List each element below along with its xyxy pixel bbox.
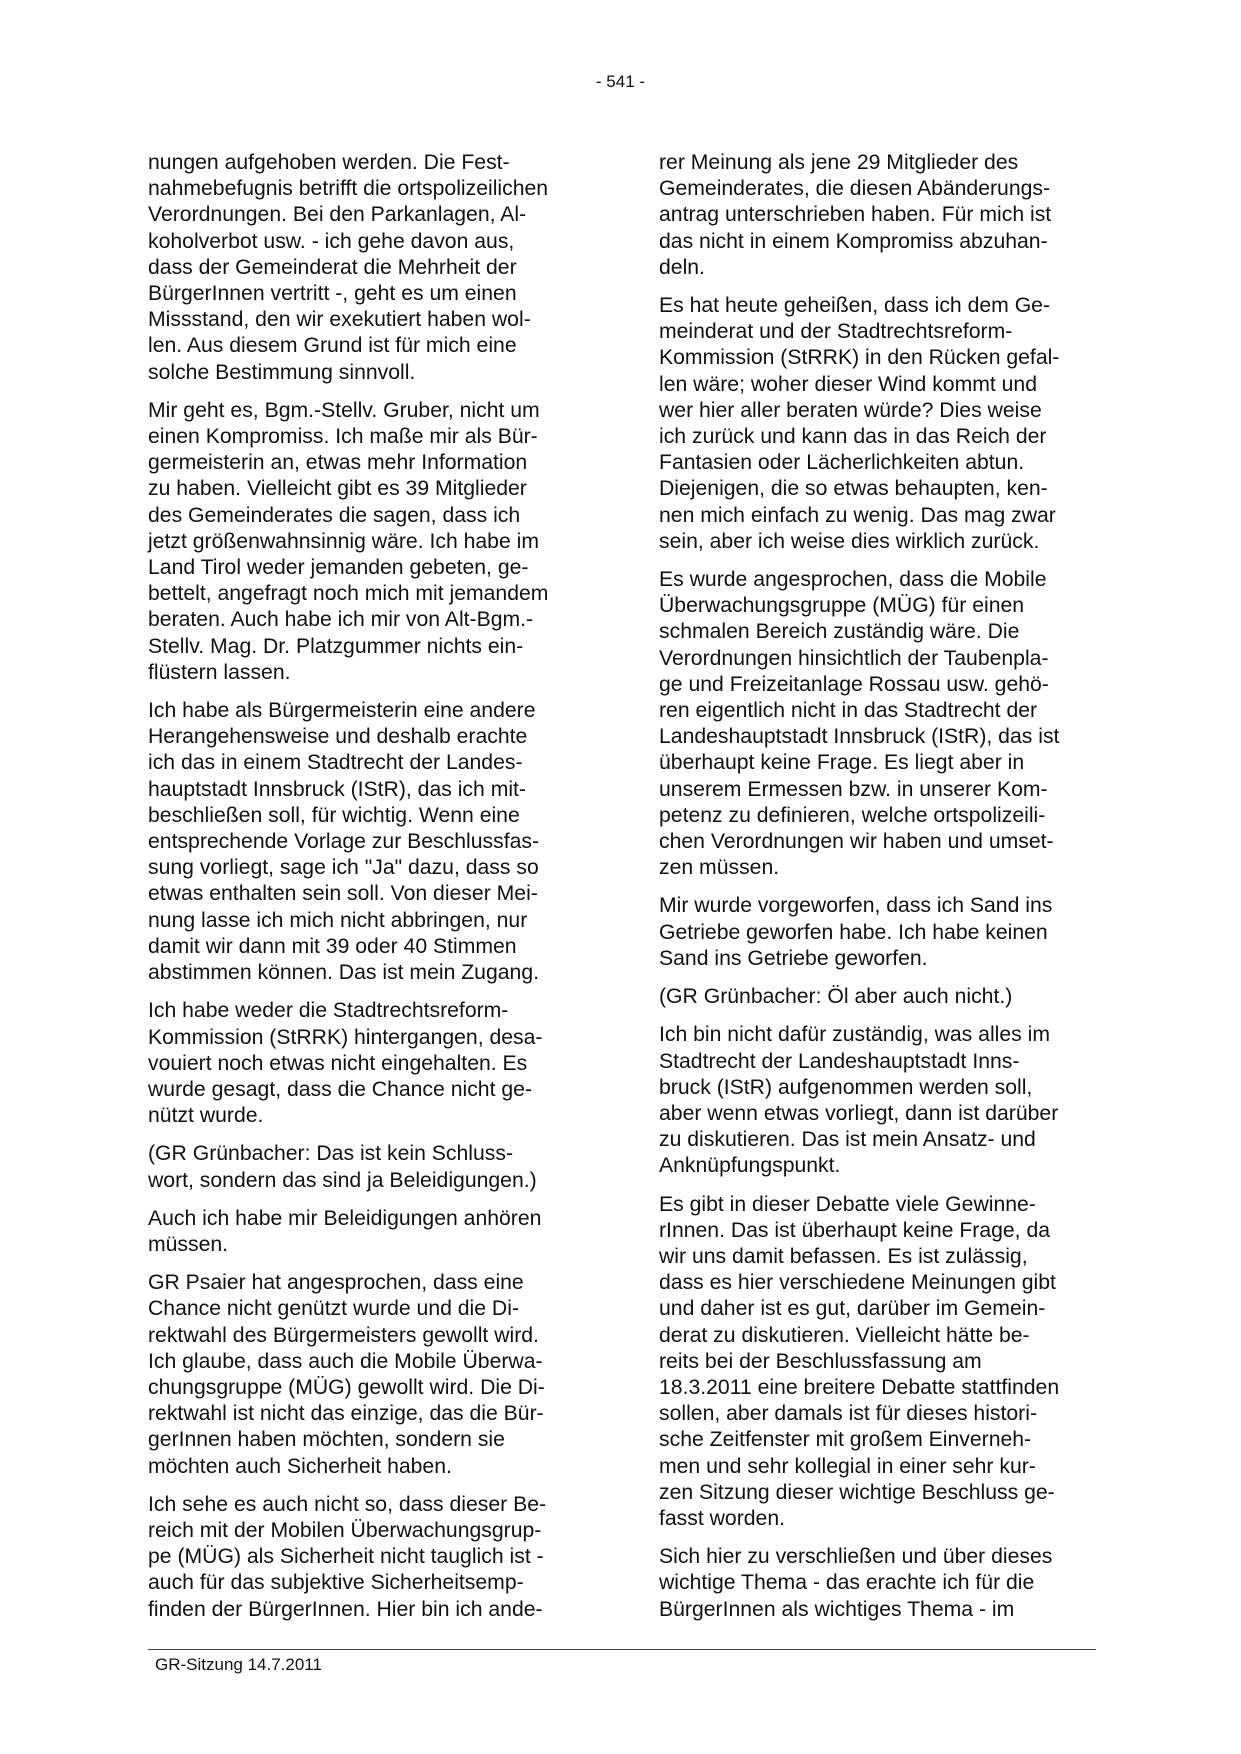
footer-divider [148, 1649, 1096, 1650]
paragraph: Ich bin nicht dafür zuständig, was alles im Stadtrecht der Landeshauptstadt Inns- bruck (IStR) aufgenommen werden soll, aber wenn etwas vorliegt, dann ist darüber zu diskutieren. Das ist mein Ansatz- und Anknüpfungspunkt. [659, 1023, 1059, 1178]
paragraph: Auch ich habe mir Beleidigungen anhören müssen. [148, 1206, 542, 1256]
paragraph: GR Psaier hat angesprochen, dass eine Chance nicht genützt wurde und die Di- rektwahl des Bürgermeisters gewollt wird. Ich glaube, dass auch die Mobile Überwa- chungsgruppe (MÜG) gewollt wird. Die Di- rektwahl ist nicht das einzige, das die Bür- gerInnen haben möchten, sondern sie möchten auch Sicherheit haben. [148, 1271, 545, 1478]
right-column [659, 150, 1091, 1635]
paragraph: Ich habe weder die Stadtrechtsreform- Kommission (StRRK) hintergangen, desa- vouiert noch etwas nicht eingehalten. Es wurde gesagt, dass die Chance nicht ge- nützt wurde. [148, 999, 543, 1128]
paragraph: Es gibt in dieser Debatte viele Gewinne- rInnen. Das ist überhaupt keine Frage, da wir uns damit befassen. Es ist zulässig, dass es hier verschiedene Meinungen gibt und daher ist es gut, darüber im Gemein- derat zu diskutieren. Vielleicht hätte be- reits bei der Beschlussfassung am 18.3.2011 eine breitere Debatte stattfinden sollen, aber damals ist für dieses histori- sche Zeitfenster mit großem Einverneh- men und sehr kollegial in einer sehr kur- zen Sitzung dieser wichtige Beschluss ge- fasst worden. [659, 1192, 1060, 1530]
paragraph: Sich hier zu verschließen und über dieses wichtige Thema - das erachte ich für die BürgerInnen als wichtiges Thema - im [659, 1545, 1053, 1621]
paragraph: Mir geht es, Bgm.-Stellv. Gruber, nicht um einen Kompromiss. Ich maße mir als Bür- germeisterin an, etwas mehr Information zu haben. Vielleicht gibt es 39 Mitglieder des Gemeinderates die sagen, dass ich jetzt größenwahnsinnig wäre. Ich habe im Land Tirol weder jemanden gebeten, ge- bettelt, angefragt noch mich mit jemandem beraten. Auch habe ich mir von Alt-Bgm.- Stellv. Mag. Dr. Platzgummer nichts ein- flüstern lassen. [148, 398, 549, 684]
left-column [148, 150, 580, 1635]
interjection: (GR Grünbacher: Das ist kein Schluss- wort, sondern das sind ja Beleidigungen.) [148, 1142, 537, 1192]
paragraph: nungen aufgehoben werden. Die Fest- nahmebefugnis betrifft die ortspolizeilichen Verordnungen. Bei den Parkanlagen, Al- koholverbot usw. - ich gehe davon aus, dass der Gemeinderat die Mehrheit der BürgerInnen vertritt -, geht es um einen Missstand, den wir exekutiert haben wol- len. Aus diesem Grund ist für mich eine solche Bestimmung sinnvoll. [148, 151, 549, 384]
paragraph: Es hat heute geheißen, dass ich dem Ge- meinderat und der Stadtrechtsreform- Kommission (StRRK) in den Rücken gefal- len wäre; woher dieser Wind kommt und wer hier aller beraten würde? Dies weise ich zurück und kann das in das Reich der Fantasien oder Lächerlichkeiten abtun. Diejenigen, die so etwas behaupten, ken- nen mich einfach zu wenig. Das mag zwar sein, aber ich weise dies wirklich zurück. [659, 294, 1060, 553]
page-number: - 541 - [595, 72, 646, 91]
paragraph: Es wurde angesprochen, dass die Mobile Überwachungsgruppe (MÜG) für einen schmalen Bereich zuständig wäre. Die Verordnungen hinsichtlich der Taubenpla- ge und Freizeitanlage Rossau usw. gehö- ren eigentlich nicht in das Stadtrecht der Landeshauptstadt Innsbruck (IStR), das ist überhaupt keine Frage. Es liegt aber in unserem Ermessen bzw. in unserer Kom- petenz zu definieren, welche ortspolizeili- chen Verordnungen wir haben und umset- zen müssen. [659, 568, 1060, 880]
paragraph: Mir wurde vorgeworfen, dass ich Sand ins Getriebe geworfen habe. Ich habe keinen Sand ins Getriebe geworfen. [659, 894, 1053, 970]
paragraph: Ich sehe es auch nicht so, dass dieser Be- reich mit der Mobilen Überwachungsgrup- pe (MÜG) als Sicherheit nicht tauglich ist - auch für das subjektive Sicherheitsemp- finden der BürgerInnen. Hier bin ich ande- [148, 1492, 547, 1621]
paragraph: Ich habe als Bürgermeisterin eine andere Herangehensweise und deshalb erachte ich das in einem Stadtrecht der Landes- hauptstadt Innsbruck (IStR), das ich mit- beschließen soll, für wichtig. Wenn eine entsprechende Vorlage zur Beschlussfas- sung vorliegt, sage ich "Ja" dazu, dass so etwas enthalten sein soll. Von dieser Mei- nung lasse ich mich nicht abbringen, nur damit wir dann mit 39 oder 40 Stimmen abstimmen können. Das ist mein Zugang. [148, 699, 540, 985]
interjection: (GR Grünbacher: Öl aber auch nicht.) [659, 985, 1013, 1009]
footer-session-date: GR-Sitzung 14.7.2011 [155, 1655, 322, 1674]
paragraph: rer Meinung als jene 29 Mitglieder des Gemeinderates, die diesen Abänderungs- antrag unterschrieben haben. Für mich ist das nicht in einem Kompromiss abzuhan- deln. [659, 151, 1052, 279]
